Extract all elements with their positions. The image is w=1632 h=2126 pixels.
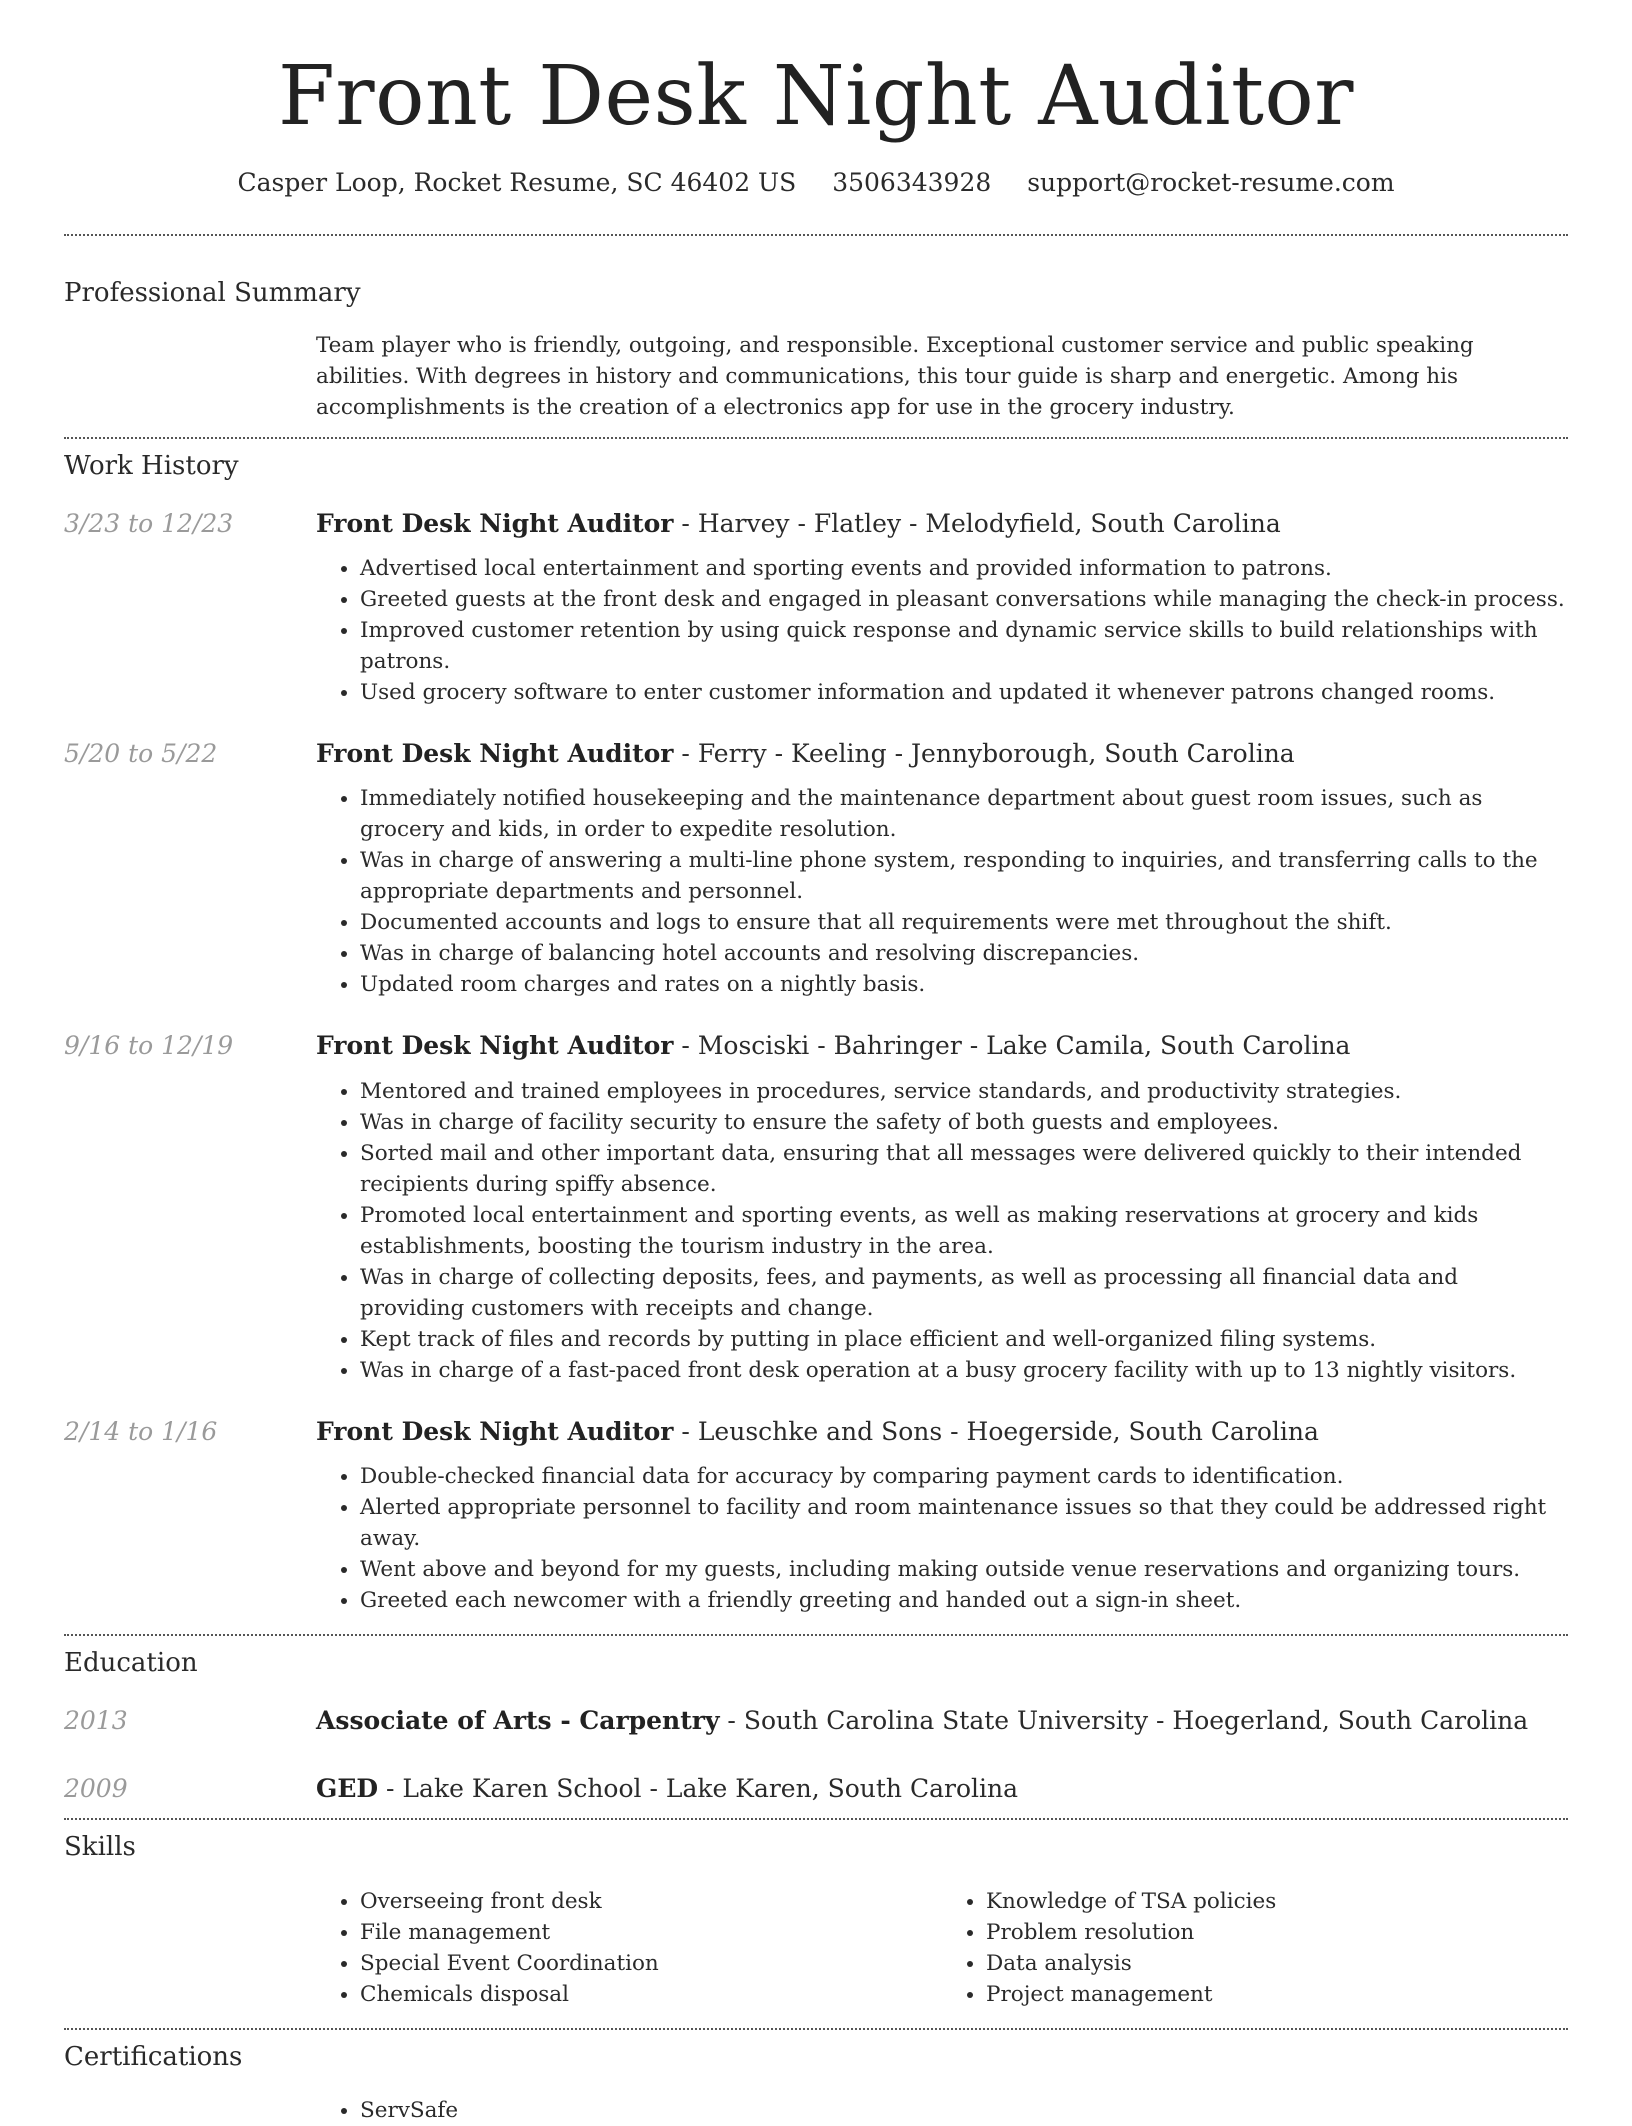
skill-item: • Data analysis xyxy=(986,1948,1568,1979)
job-title xyxy=(316,738,1568,769)
job-bullet: • Advertised local entertainment and sporting events and provided information to patrons. xyxy=(360,553,1568,584)
job-entry xyxy=(64,508,1568,708)
job-bullets xyxy=(316,553,1568,708)
certifications-list-wrap xyxy=(64,2095,1568,2126)
section-divider xyxy=(64,234,1568,236)
job-content xyxy=(316,1030,1568,1385)
job-details: - Harvey - Flatley - Melodyfield, South Carolina xyxy=(673,508,1281,538)
skills-column-right xyxy=(942,1886,1568,2010)
job-role: Front Desk Night Auditor xyxy=(316,739,674,769)
contact-info xyxy=(64,168,1568,198)
job-bullet: • Double-checked financial data for accuracy by comparing payment cards to identification. xyxy=(360,1461,1568,1492)
job-dates: 9/16 to 12/19 xyxy=(64,1031,234,1061)
job-bullet: • Was in charge of a fast-paced front desk operation at a busy grocery facility with up to 13 nightly visitors. xyxy=(360,1355,1568,1386)
work-title: Work History xyxy=(64,450,239,481)
job-bullet: • Greeted guests at the front desk and engaged in pleasant conversations while managing the check-in process. xyxy=(360,584,1568,615)
job-bullet: • Was in charge of balancing hotel accounts and resolving discrepancies. xyxy=(360,938,1568,969)
job-dates: 5/20 to 5/22 xyxy=(64,739,218,769)
job-bullet: • Kept track of files and records by putting in place efficient and well-organized filing systems. xyxy=(360,1324,1568,1355)
job-bullet: • Sorted mail and other important data, ensuring that all messages were delivered quickly to their intended recipients during spiffy absence. xyxy=(360,1138,1568,1200)
certifications-section xyxy=(64,2042,1568,2126)
education-entry xyxy=(64,1705,1568,1736)
skills-title: Skills xyxy=(64,1832,136,1863)
job-content xyxy=(316,508,1568,708)
certifications-title: Certifications xyxy=(64,2041,243,2072)
summary-text: Team player who is friendly, outgoing, and responsible. Exceptional customer service and public speaking abilities. With degrees in history and communications, this tour guide is sharp and energetic. Among his accomplishments is the creation of a electronics app for use in the grocery industry. xyxy=(316,332,1474,420)
job-entry xyxy=(64,1416,1568,1616)
job-bullet: • Was in charge of facility security to ensure the safety of both guests and employees. xyxy=(360,1107,1568,1138)
skill-item: • Special Event Coordination xyxy=(360,1948,942,1979)
job-details: - Ferry - Keeling - Jennyborough, South Carolina xyxy=(673,739,1295,769)
education-entry xyxy=(64,1773,1568,1804)
education-detail xyxy=(316,1705,1568,1736)
job-bullet: • Alerted appropriate personnel to facility and room maintenance issues so that they could be addressed right away. xyxy=(360,1492,1568,1554)
skills-grid xyxy=(64,1886,1568,2010)
job-bullet: • Updated room charges and rates on a nightly basis. xyxy=(360,969,1568,1000)
contact-email: support@rocket-resume.com xyxy=(1027,168,1395,198)
skills-column-left xyxy=(316,1886,942,2010)
job-bullets xyxy=(316,1076,1568,1386)
job-entry xyxy=(64,1030,1568,1385)
job-bullets xyxy=(316,1461,1568,1616)
job-content xyxy=(316,738,1568,1000)
certifications-list xyxy=(316,2095,1568,2126)
section-divider xyxy=(64,2028,1568,2030)
skill-item: • Problem resolution xyxy=(986,1917,1568,1948)
section-divider xyxy=(64,1818,1568,1820)
skill-item: • Chemicals disposal xyxy=(360,1979,942,2010)
skill-item: • File management xyxy=(360,1917,942,1948)
contact-address: Casper Loop, Rocket Resume, SC 46402 US xyxy=(237,168,797,198)
section-divider xyxy=(64,437,1568,439)
education-title: Education xyxy=(64,1647,198,1678)
education-school: - South Carolina State University - Hoegerland, South Carolina xyxy=(719,1705,1529,1735)
job-bullet: • Immediately notified housekeeping and the maintenance department about guest room issues, such as grocery and kids, in order to expedite resolution. xyxy=(360,783,1568,845)
job-bullet: • Improved customer retention by using quick response and dynamic service skills to build relationships with patrons. xyxy=(360,615,1568,677)
education-year: 2009 xyxy=(64,1774,128,1804)
education-degree: Associate of Arts - Carpentry xyxy=(316,1705,720,1735)
job-role: Front Desk Night Auditor xyxy=(316,1031,674,1061)
work-section xyxy=(64,451,1568,1616)
skill-item: • Overseeing front desk xyxy=(360,1886,942,1917)
skill-item: • Knowledge of TSA policies xyxy=(986,1886,1568,1917)
job-bullet: • Went above and beyond for my guests, including making outside venue reservations and organizing tours. xyxy=(360,1554,1568,1585)
certification-item: • ServSafe xyxy=(360,2095,1568,2126)
section-divider xyxy=(64,1634,1568,1636)
education-detail xyxy=(316,1773,1568,1804)
job-bullet: • Used grocery software to enter customer information and updated it whenever patrons changed rooms. xyxy=(360,677,1568,708)
education-school: - Lake Karen School - Lake Karen, South Carolina xyxy=(378,1774,1018,1804)
job-bullet: • Was in charge of collecting deposits, fees, and payments, as well as processing all financial data and providing customers with receipts and change. xyxy=(360,1262,1568,1324)
job-title xyxy=(316,1030,1568,1061)
job-title xyxy=(316,1416,1568,1447)
job-bullet: • Mentored and trained employees in procedures, service standards, and productivity strategies. xyxy=(360,1076,1568,1107)
job-entry xyxy=(64,738,1568,1000)
job-details: - Mosciski - Bahringer - Lake Camila, South Carolina xyxy=(673,1031,1351,1061)
job-bullets xyxy=(316,783,1568,1000)
job-dates: 2/14 to 1/16 xyxy=(64,1416,218,1446)
job-bullet: • Was in charge of answering a multi-line phone system, responding to inquiries, and transferring calls to the appropriate departments and personnel. xyxy=(360,845,1568,907)
job-dates: 3/23 to 12/23 xyxy=(64,508,234,538)
job-role: Front Desk Night Auditor xyxy=(316,508,674,538)
summary-title: Professional Summary xyxy=(64,278,361,309)
job-bullet: • Greeted each newcomer with a friendly greeting and handed out a sign-in sheet. xyxy=(360,1585,1568,1616)
education-section xyxy=(64,1648,1568,1805)
job-bullet: • Documented accounts and logs to ensure that all requirements were met throughout the shift. xyxy=(360,907,1568,938)
job-title xyxy=(316,508,1568,539)
education-degree: GED xyxy=(316,1774,379,1804)
job-content xyxy=(316,1416,1568,1616)
skill-item: • Project management xyxy=(986,1979,1568,2010)
resume-name: Front Desk Night Auditor xyxy=(278,49,1354,144)
skills-section xyxy=(64,1832,1568,2009)
job-bullet: • Promoted local entertainment and sporting events, as well as making reservations at grocery and kids establishments, boosting the tourism industry in the area. xyxy=(360,1200,1568,1262)
summary-section xyxy=(64,278,1568,422)
contact-phone: 3506343928 xyxy=(832,168,992,198)
education-year: 2013 xyxy=(64,1705,128,1735)
job-role: Front Desk Night Auditor xyxy=(316,1416,674,1446)
job-details: - Leuschke and Sons - Hoegerside, South Carolina xyxy=(673,1416,1319,1446)
